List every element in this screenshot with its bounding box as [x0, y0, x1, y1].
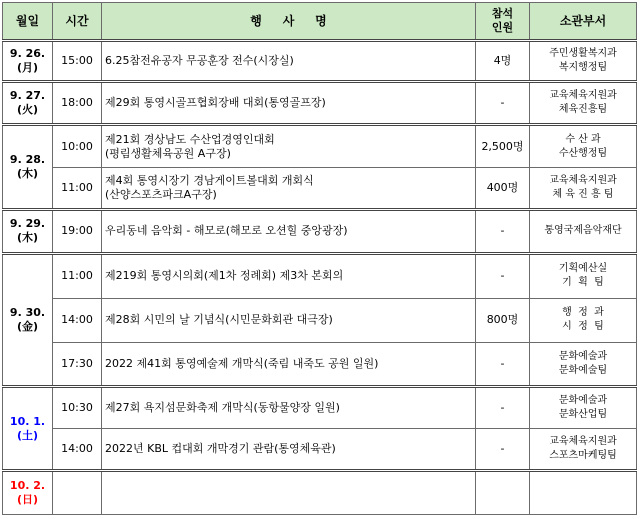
- dept-cell: [530, 82, 637, 124]
- event-line2: (평림생활체육공원 A구장): [105, 146, 231, 160]
- table-row: [3, 209, 637, 254]
- dept-cell: [530, 168, 637, 209]
- time-cell: 15:00: [53, 41, 102, 82]
- dept-cell: 통영국제음악재단: [530, 209, 637, 254]
- event-cell: [102, 168, 476, 209]
- dept-line1: 행 정 과: [562, 307, 604, 319]
- header-dept: 소관부서: [530, 3, 637, 41]
- event-line1: 제21회 경상남도 수산업경영인대회: [105, 132, 275, 146]
- weekday-text: (月): [16, 61, 39, 75]
- header-time: 시간: [53, 3, 102, 41]
- attendees-cell: 4명: [476, 41, 530, 82]
- dept-line2: 기 획 팀: [562, 277, 604, 289]
- weekday-text: (日): [16, 493, 39, 507]
- date-text: 9. 30.: [9, 305, 46, 319]
- event-line1: 제4회 통영시장기 경남게이트볼대회 개회식: [105, 173, 314, 187]
- event-cell: 2022년 KBL 컵대회 개막경기 관람(통영체육관): [102, 429, 476, 471]
- event-cell: 6.25참전유공자 무공훈장 전수(시장실): [102, 41, 476, 82]
- date-cell: [3, 254, 53, 386]
- weekday-text: (木): [16, 166, 39, 180]
- dept-line1: 교육체육지원과: [549, 174, 617, 186]
- attendees-cell: -: [476, 82, 530, 124]
- dept-cell: [530, 386, 637, 428]
- date-cell: [3, 386, 53, 471]
- time-cell: 10:30: [53, 386, 102, 428]
- event-cell: 2022 제41회 통영예술제 개막식(죽림 내죽도 공원 일원): [102, 343, 476, 386]
- dept-cell: [530, 254, 637, 299]
- attendees-cell: 800명: [476, 298, 530, 343]
- time-cell: 18:00: [53, 82, 102, 124]
- time-cell: 17:30: [53, 343, 102, 386]
- weekday-text: (金): [16, 319, 39, 333]
- table-row: [3, 41, 637, 82]
- event-cell: 우리동네 음악회 - 해모로(해모로 오션힐 중앙광장): [102, 209, 476, 254]
- date-cell: [3, 209, 53, 254]
- weekday-text: (火): [16, 103, 39, 117]
- attendees-cell: 2,500명: [476, 124, 530, 167]
- date-text: 10. 1.: [9, 414, 46, 428]
- header-attendees: [476, 3, 530, 41]
- time-cell: 19:00: [53, 209, 102, 254]
- date-text: 10. 2.: [9, 479, 46, 493]
- dept-line1: 교육체육지원과: [549, 436, 617, 448]
- dept-cell: [530, 298, 637, 343]
- dept-cell: [530, 429, 637, 471]
- dept-cell: [530, 471, 637, 515]
- header-attendees-line2: 인원: [491, 21, 514, 34]
- table-row: [3, 254, 637, 299]
- dept-line2: 체육진흥팀: [558, 104, 608, 116]
- time-cell: 10:00: [53, 124, 102, 167]
- date-text: 9. 28.: [9, 152, 46, 166]
- event-cell: [102, 471, 476, 515]
- date-cell: [3, 82, 53, 124]
- table-row: [3, 168, 637, 209]
- event-cell: 제219회 통영시의회(제1차 정례회) 제3차 본회의: [102, 254, 476, 299]
- dept-cell: [530, 41, 637, 82]
- attendees-cell: -: [476, 209, 530, 254]
- table-row: [3, 298, 637, 343]
- date-text: 9. 26.: [9, 47, 46, 61]
- event-line2: (산양스포츠파크A구장): [105, 187, 217, 201]
- table-row: [3, 471, 637, 515]
- header-attendees-line1: 참석: [491, 7, 514, 20]
- header-row: [3, 3, 637, 41]
- time-cell: 14:00: [53, 298, 102, 343]
- header-event: 행 사 명: [102, 3, 476, 41]
- attendees-cell: -: [476, 429, 530, 471]
- header-date: 월일: [3, 3, 53, 41]
- schedule-table: [2, 2, 637, 515]
- date-cell: [3, 124, 53, 209]
- event-cell: [102, 124, 476, 167]
- attendees-cell: 400명: [476, 168, 530, 209]
- dept-line2: 문화예술팀: [558, 364, 608, 376]
- dept-line1: 수 산 과: [565, 133, 601, 145]
- date-text: 9. 27.: [9, 89, 46, 103]
- date-cell: [3, 471, 53, 515]
- attendees-cell: [476, 471, 530, 515]
- dept-cell: [530, 124, 637, 167]
- dept-line2: 시 정 팀: [562, 321, 604, 333]
- table-row: [3, 343, 637, 386]
- event-cell: 제28회 시민의 날 기념식(시민문화회관 대극장): [102, 298, 476, 343]
- dept-cell: [530, 343, 637, 386]
- dept-line2: 수산행정팀: [558, 147, 608, 159]
- attendees-cell: -: [476, 386, 530, 428]
- table-row: [3, 82, 637, 124]
- weekday-text: (木): [16, 231, 39, 245]
- time-cell: 11:00: [53, 254, 102, 299]
- table-row: [3, 429, 637, 471]
- dept-line1: 교육체육지원과: [549, 90, 617, 102]
- dept-line1: 문화예술과: [558, 394, 608, 406]
- dept-line2: 문화산업팀: [558, 408, 608, 420]
- dept-line1: 문화예술과: [558, 350, 608, 362]
- weekday-text: (土): [16, 428, 39, 442]
- table-row: [3, 124, 637, 167]
- time-cell: [53, 471, 102, 515]
- dept-line2: 체 육 진 흥 팀: [552, 188, 614, 200]
- table-row: [3, 386, 637, 428]
- dept-line1: 기획예산실: [558, 263, 608, 275]
- attendees-cell: -: [476, 343, 530, 386]
- event-cell: 제29회 통영시골프협회장배 대회(통영골프장): [102, 82, 476, 124]
- dept-line2: 복지행정팀: [558, 62, 608, 74]
- dept-line2: 스포츠마케팅팀: [549, 450, 617, 462]
- time-cell: 11:00: [53, 168, 102, 209]
- date-cell: [3, 41, 53, 82]
- time-cell: 14:00: [53, 429, 102, 471]
- event-cell: 제27회 욕지섬문화축제 개막식(동항물양장 일원): [102, 386, 476, 428]
- attendees-cell: -: [476, 254, 530, 299]
- date-text: 9. 29.: [9, 217, 46, 231]
- dept-line1: 주민생활복지과: [549, 48, 617, 60]
